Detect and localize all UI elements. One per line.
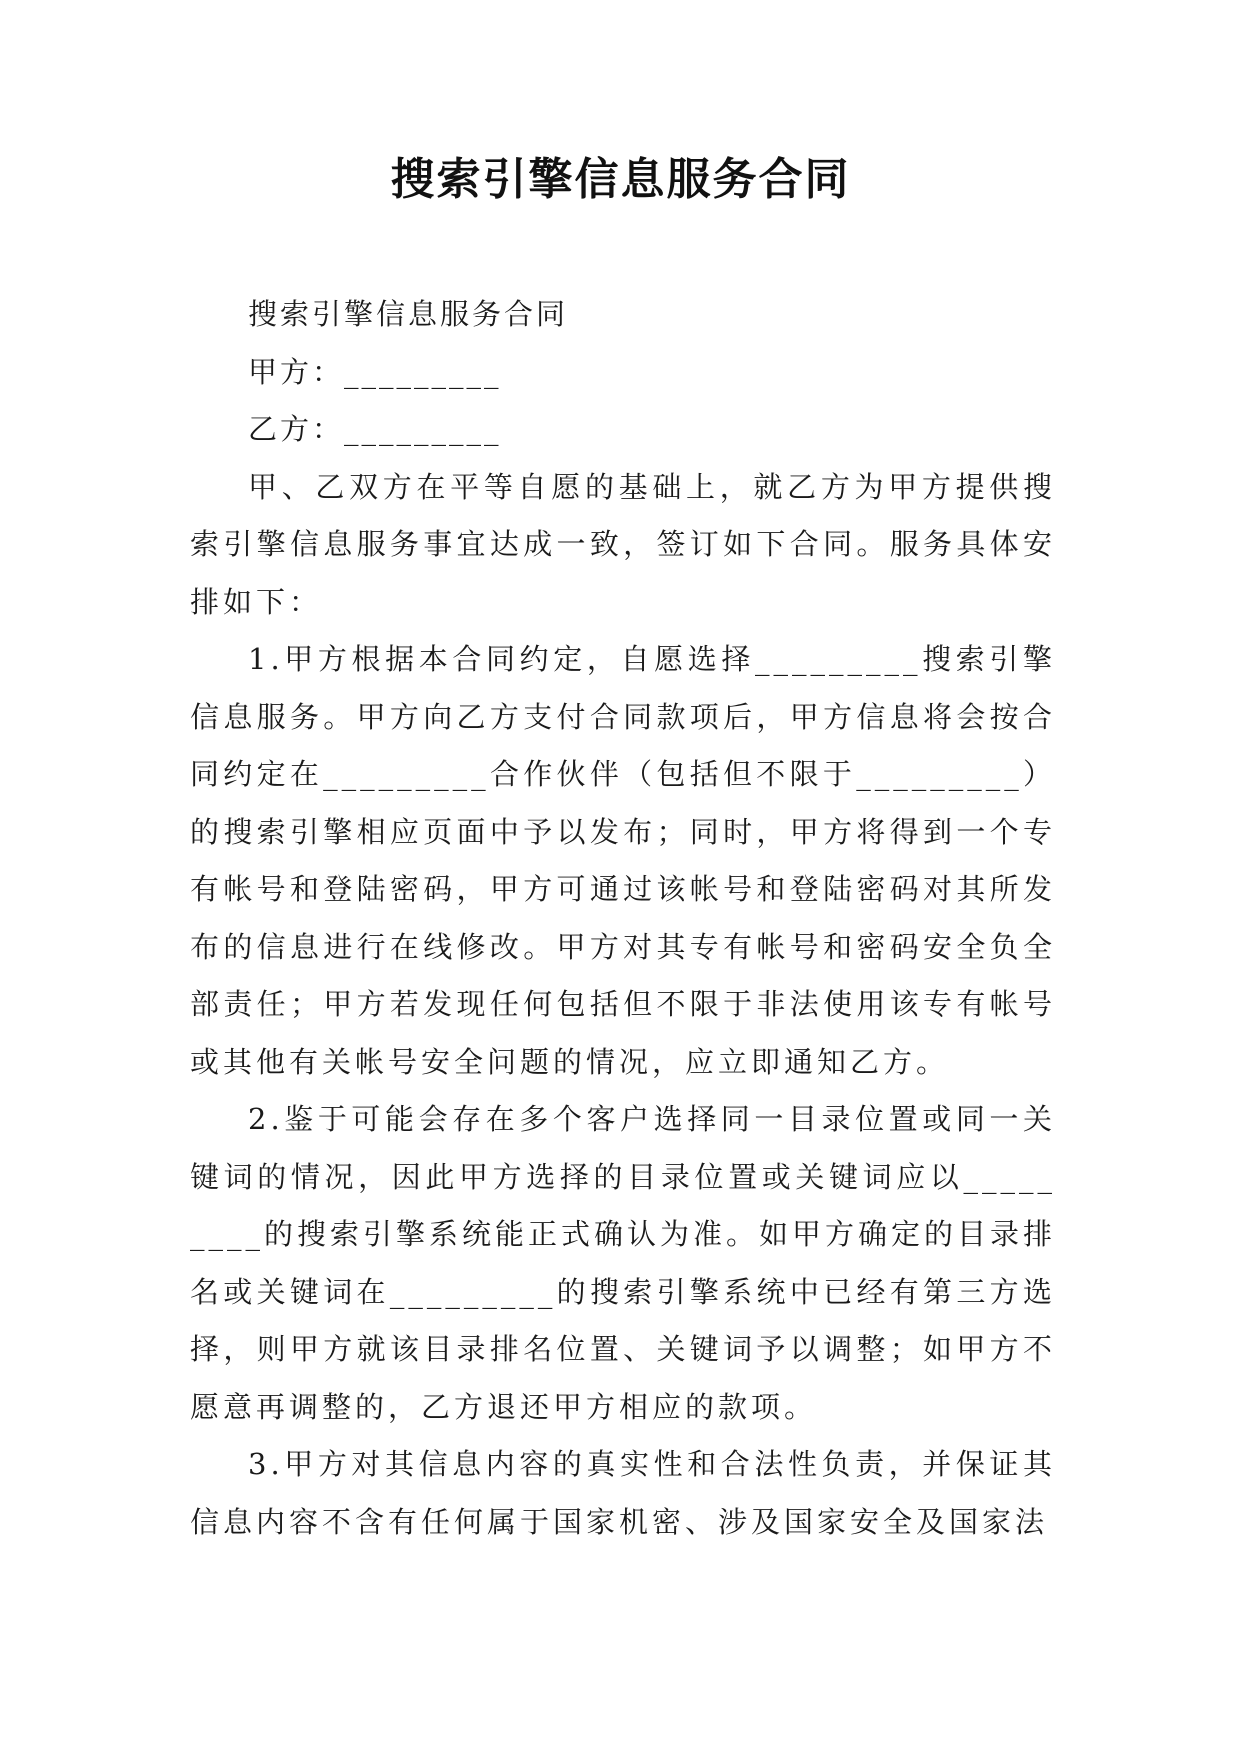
document-title: 搜索引擎信息服务合同 bbox=[390, 154, 851, 205]
contract-name-line: 搜索引擎信息服务合同 bbox=[248, 297, 569, 331]
clause-2-paragraph: 2.鉴于可能会存在多个客户选择同一目录位置或同一关键词的情况，因此甲方选择的目录位置或关键词应以_________的搜索引擎系统能正式确认为准。如甲方确定的目录排名或关键词在_________的搜索引擎系统中已经有第三方选择，则甲方就该目录排名位置、关键词予以调整；如甲方不愿意再调整的，乙方退还甲方相应的款项。 bbox=[190, 1102, 1057, 1424]
party-a-line: 甲方：_________ bbox=[248, 354, 502, 389]
document-body bbox=[190, 286, 1056, 1551]
clause-3-paragraph: 3.甲方对其信息内容的真实性和合法性负责，并保证其信息内容不含有任何属于国家机密、涉及国家安全及国家法 bbox=[190, 1447, 1056, 1539]
clause-1-paragraph: 1.甲方根据本合同约定，自愿选择_________搜索引擎信息服务。甲方向乙方支付合同款项后，甲方信息将会按合同约定在_________合作伙伴（包括但不限于_________）的搜索引擎相应页面中予以发布；同时，甲方将得到一个专有帐号和登陆密码，甲方可通过该帐号和登陆密码对其所发布的信息进行在线修改。甲方对其专有帐号和密码安全负全部责任；甲方若发现任何包括但不限于非法使用该专有帐号或其他有关帐号安全问题的情况，应立即通知乙方。 bbox=[190, 642, 1056, 1079]
preamble-paragraph: 甲、乙双方在平等自愿的基础上，就乙方为甲方提供搜索引擎信息服务事宜达成一致，签订如下合同。服务具体安排如下： bbox=[190, 469, 1056, 619]
party-b-line: 乙方：_________ bbox=[248, 412, 502, 446]
